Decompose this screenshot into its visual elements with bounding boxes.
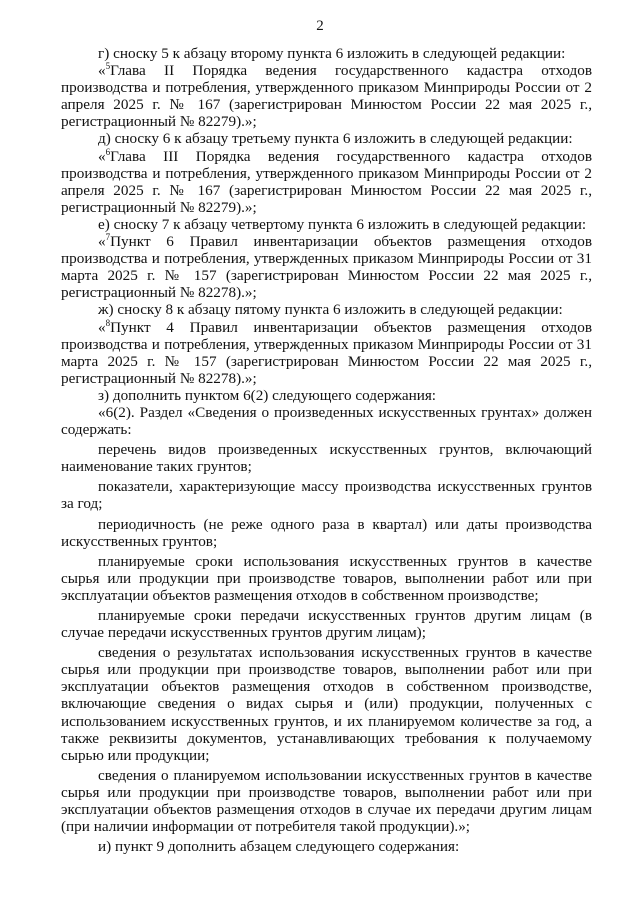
list-item [61,478,592,512]
list-item [61,767,592,835]
paragraph-text: «6(2). Раздел «Сведения о произведенных искусственных грунтах» должен содержать: [61,403,592,439]
paragraph-text: Пункт 6 Правил инвентаризации объектов размещения отходов производства и потребления, утвержденных приказом Минприроды России от 31 марта 2025 г. № 157 (зарегистрирован Минюстом России 22 мая 2025 г., регистрационный № 82278).»; [61,233,592,302]
paragraph-d [61,130,592,147]
list-item [61,516,592,550]
paragraph-text: сведения о результатах использования искусственных грунтов в качестве сырья или продукции при производстве товаров, выполнении работ или при эксплуатации объектов размещения отходов в собственном производстве, включающие сведения о видах сырья и (или) продукции, полученных с использованием искусственных грунтов, и их планируемом количестве за год, а также реквизиты документов, устанавливающих требования к получаемому сырью или продукции; [61,644,592,764]
quote-mark: « [98,62,106,80]
paragraph-zh [61,301,592,318]
paragraph-z [61,387,592,404]
paragraph-i [61,838,592,855]
paragraph-text: сведения о планируемом использовании искусственных грунтов в качестве сырья или продукции при производстве товаров, выполнении работ или при эксплуатации объектов размещения отходов в случае их передачи другим лицам (при наличии информации от потребителя такой продукции).»; [61,766,592,836]
list-item [61,607,592,641]
footnote-6-text [61,148,592,216]
paragraph-text: з) дополнить пунктом 6(2) следующего содержания: [98,386,437,404]
paragraph-text: Глава II Порядка ведения государственного кадастра отходов производства и потребления, утвержденного приказом Минприроды России от 2 апреля 2025 г. № 167 (зарегистрирован Минюстом России 22 мая 2025 г., регистрационный № 82279).»; [61,62,592,131]
page-number: 2 [316,18,324,34]
footnote-marker: 7 [105,232,111,243]
footnote-marker: 8 [105,317,111,328]
footnote-7-text [61,233,592,301]
quote-mark: « [98,147,106,165]
footnote-marker: 6 [105,146,111,157]
paragraph-text: и) пункт 9 дополнить абзацем следующего содержания: [98,838,460,856]
paragraph-g [61,45,592,62]
list-item [61,553,592,604]
footnote-5-text [61,62,592,130]
list-item [61,441,592,475]
paragraph-text: е) сноску 7 к абзацу четвертому пункта 6 изложить в следующей редакции: [98,215,587,233]
footnote-marker: 5 [105,61,111,72]
paragraph-text: планируемые сроки использования искусственных грунтов в качестве сырья или продукции при производстве товаров, выполнении работ или при эксплуатации объектов размещения отходов в собственном производстве; [61,552,592,604]
paragraph-text: г) сноску 5 к абзацу второму пункта 6 изложить в следующей редакции: [98,45,566,62]
list-item [61,644,592,764]
paragraph-text: показатели, характеризующие массу производства искусственных грунтов за год; [61,478,592,513]
paragraph-text: д) сноску 6 к абзацу третьему пункта 6 изложить в следующей редакции: [98,130,573,148]
paragraph-e [61,216,592,233]
paragraph-text: ж) сноску 8 к абзацу пятому пункта 6 изложить в следующей редакции: [98,301,563,319]
paragraph-text: периодичность (не реже одного раза в квартал) или даты производства искусственных грунтов; [61,515,592,550]
footnote-8-text [61,319,592,387]
quote-mark: « [98,233,106,251]
paragraph-text: Пункт 4 Правил инвентаризации объектов размещения отходов производства и потребления, утвержденных приказом Минприроды России от 31 марта 2025 г. № 157 (зарегистрирован Минюстом России 22 мая 2025 г., регистрационный № 82278).»; [61,318,592,387]
quote-mark: « [98,318,106,336]
document-body [61,45,592,855]
paragraph-6-2-intro [61,404,592,438]
paragraph-text: планируемые сроки передачи искусственных грунтов другим лицам (в случае передачи искусственных грунтов другим лицам); [61,607,592,642]
paragraph-text: перечень видов произведенных искусственных грунтов, включающий наименование таких грунтов; [61,441,592,476]
paragraph-text: Глава III Порядка ведения государственного кадастра отходов производства и потребления, утвержденного приказом Минприроды России от 2 апреля 2025 г. № 167 (зарегистрирован Минюстом России 22 мая 2025 г., регистрационный № 82279).»; [61,147,592,216]
